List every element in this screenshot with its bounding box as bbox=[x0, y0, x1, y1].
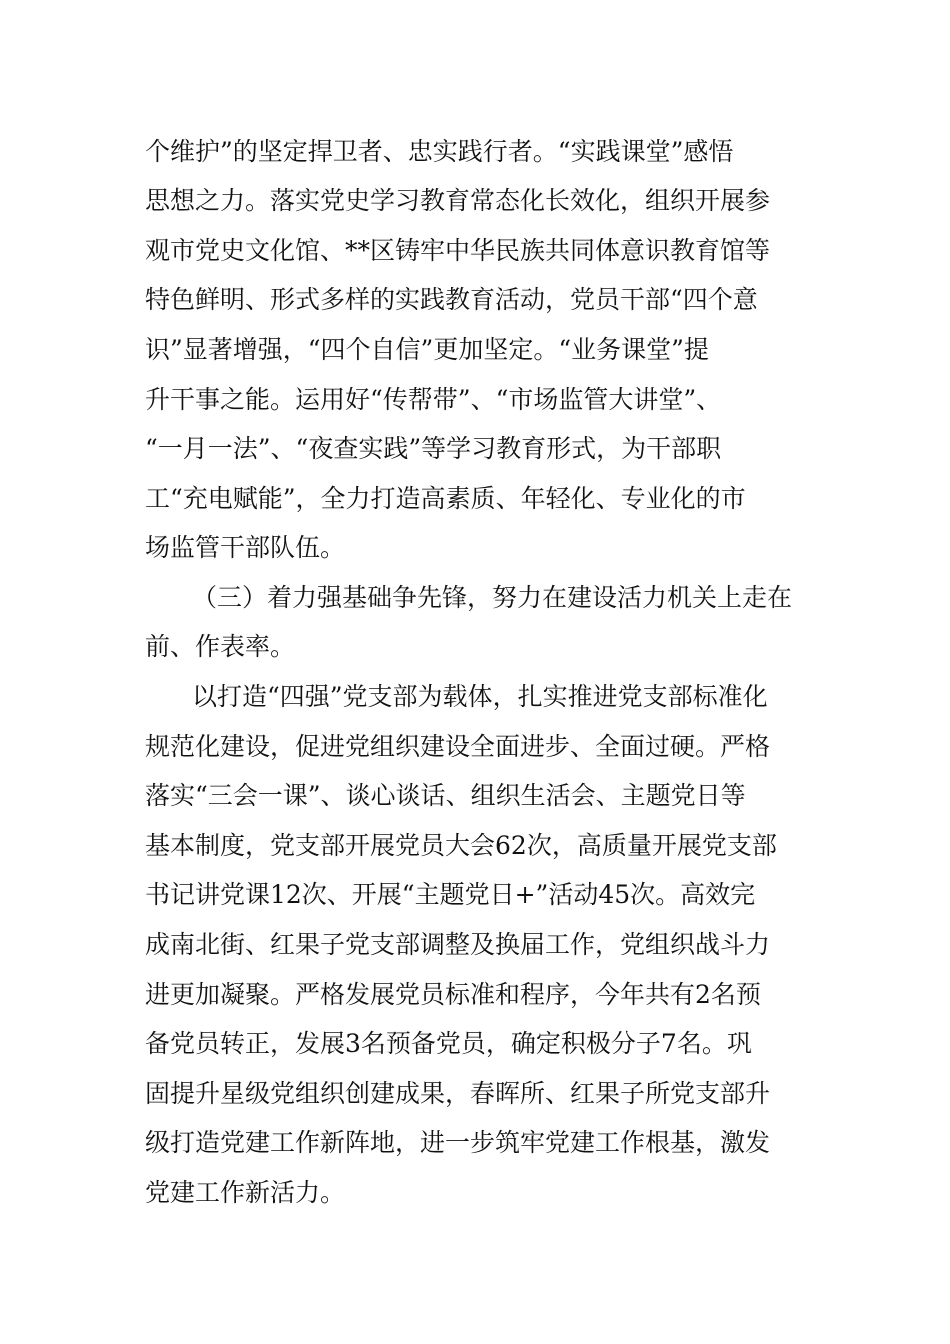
text-line: 个维护”的坚定捍卫者、忠实践行者。“实践课堂”感悟 bbox=[145, 137, 734, 166]
text-line: 固提升星级党组织创建成果，春晖所、红果子所党支部升 bbox=[145, 1079, 771, 1108]
text-line: 级打造党建工作新阵地，进一步筑牢党建工作根基，激发 bbox=[145, 1128, 771, 1157]
text-line: 场监管干部队伍。 bbox=[145, 533, 346, 562]
text-line: 规范化建设，促进党组织建设全面进步、全面过硬。严格 bbox=[145, 732, 771, 761]
text-line: 成南北街、红果子党支部调整及换届工作，党组织战斗力 bbox=[145, 930, 771, 959]
text-line: 观市党史文化馆、**区铸牢中华民族共同体意识教育馆等 bbox=[145, 236, 771, 265]
text-line: 工“充电赋能”，全力打造高素质、年轻化、专业化的市 bbox=[145, 484, 746, 513]
text-line: 备党员转正，发展3名预备党员，确定积极分子7名。巩 bbox=[145, 1029, 752, 1058]
text-line: 党建工作新活力。 bbox=[145, 1178, 346, 1207]
text-line: 基本制度，党支部开展党员大会62次，高质量开展党支部 bbox=[145, 831, 777, 860]
text-line: 升干事之能。运用好“传帮带”、“市场监管大讲堂”、 bbox=[145, 385, 722, 414]
text-line: 识”显著增强，“四个自信”更加坚定。“业务课堂”提 bbox=[145, 335, 709, 364]
section-heading-line: （三）着力强基础争先锋，努力在建设活力机关上走在 bbox=[192, 583, 793, 612]
text-line: “一月一法”、“夜查实践”等学习教育形式，为干部职 bbox=[145, 434, 722, 463]
text-line: 进更加凝聚。严格发展党员标准和程序，今年共有2名预 bbox=[145, 980, 761, 1009]
text-line: 特色鲜明、形式多样的实践教育活动，党员干部“四个意 bbox=[145, 285, 758, 314]
text-line: 落实“三会一课”、谈心谈话、组织生活会、主题党日等 bbox=[145, 781, 746, 810]
text-line: 书记讲党课12次、开展“主题党日+”活动45次。高效完 bbox=[145, 880, 756, 909]
text-line: 以打造“四强”党支部为载体，扎实推进党支部标准化 bbox=[192, 682, 768, 711]
text-line: 思想之力。落实党史学习教育常态化长效化，组织开展参 bbox=[145, 186, 771, 215]
section-heading-line: 前、作表率。 bbox=[145, 632, 296, 661]
